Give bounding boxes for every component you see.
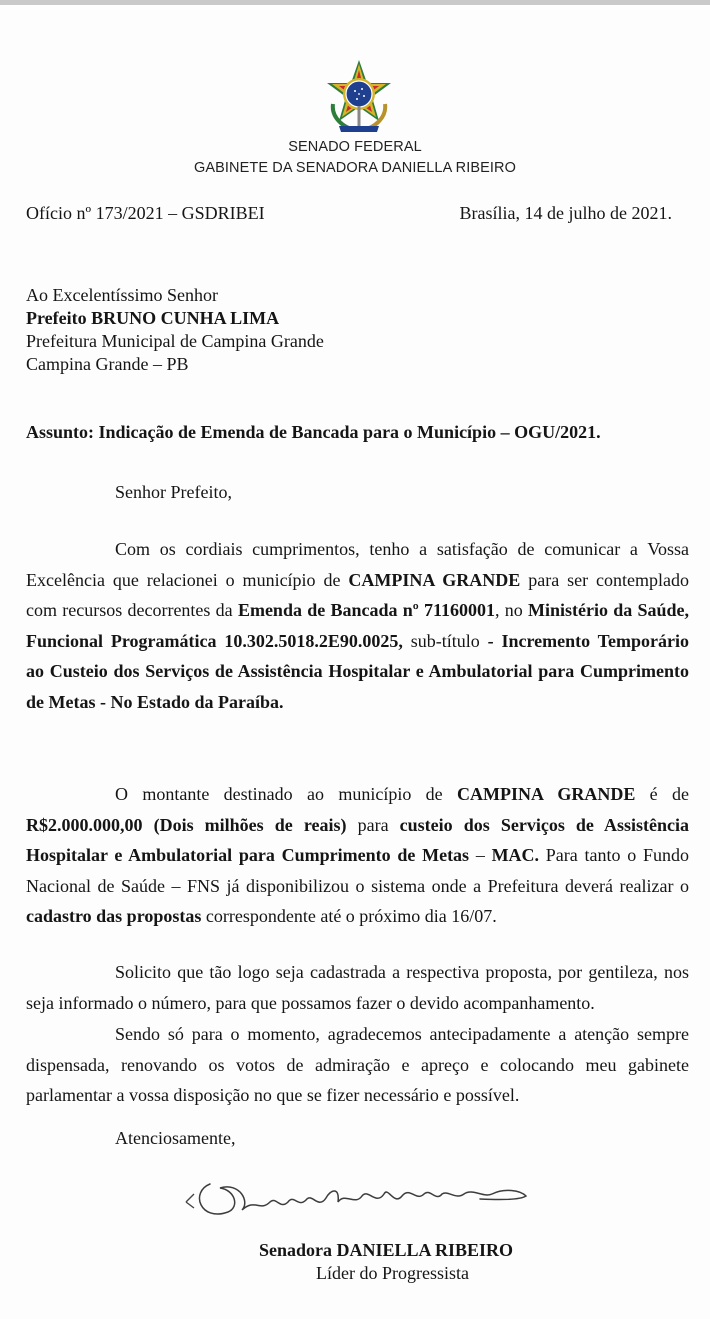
p2-municipio: CAMPINA GRANDE <box>457 784 636 804</box>
p2-text: correspondente até o próximo dia 16/07. <box>201 906 497 926</box>
recipient-name: Prefeito BRUNO CUNHA LIMA <box>26 308 280 328</box>
signer-name: Senadora DANIELLA RIBEIRO <box>259 1240 514 1260</box>
p1-text: para ser contemplado com recursos decorrentes da <box>26 569 690 620</box>
p2-custeio: custeio dos Serviços de Assistência Hospitalar e Ambulatorial para Cumprimento de Metas <box>26 814 689 865</box>
p2-text: para <box>346 814 400 835</box>
subject-line: Assunto: Indicação de Emenda de Bancada para o Município – OGU/2021. <box>26 422 601 442</box>
p2-cadastro: cadastro das propostas <box>26 906 202 926</box>
paragraph-3: Solicito que tão logo seja cadastrada a respectiva proposta, por gentileza, nos seja informado o número, para que possamos fazer o devido acompanhamento. <box>26 962 689 1013</box>
p2-text: é de <box>635 784 690 804</box>
p2-text: – <box>469 845 492 865</box>
p1-text: sub-título <box>402 630 488 651</box>
p1-emenda: Emenda de Bancada nº 71160001 <box>237 600 495 620</box>
recipient-salutation: Ao Excelentíssimo Senhor <box>26 285 218 305</box>
p1-text: , no <box>494 600 528 620</box>
p2-text: Para tanto o Fundo Nacional de Saúde – FNS já disponibilizou o sistema onde a Prefeitura deverá realizar o <box>26 845 689 896</box>
header-senado: SENADO FEDERAL <box>288 139 422 155</box>
signer-role: Líder do Progressista <box>316 1263 469 1283</box>
recipient-city: Campina Grande – PB <box>26 354 189 374</box>
greeting: Senhor Prefeito, <box>115 482 232 502</box>
recipient-org: Prefeitura Municipal de Campina Grande <box>26 331 324 351</box>
p1-funcional: Ministério da Saúde, Funcional Programática 10.302.5018.2E90.0025, <box>26 600 689 651</box>
header-gabinete: GABINETE DA SENADORA DANIELLA RIBEIRO <box>194 160 516 176</box>
p2-mac: MAC. <box>491 845 540 865</box>
top-edge <box>0 0 710 5</box>
closing: Atenciosamente, <box>115 1128 236 1148</box>
signature-icon <box>180 1172 550 1232</box>
p1-text: Com os cordiais cumprimentos, tenho a satisfação de comunicar a Vossa Excelência que relacionei o município de <box>26 539 689 590</box>
paragraph-4: Sendo só para o momento, agradecemos antecipadamente a atenção sempre dispensada, renovando os votos de admiração e apreço e colocando meu gabinete parlamentar a vossa disposição no que se fizer necessário e possível. <box>26 1024 689 1105</box>
coat-of-arms-icon <box>323 60 395 134</box>
p1-subtitulo: - Incremento Temporário ao Custeio dos Serviços de Assistência Hospitalar e Ambulatorial para Cumprimento de Metas - No Estado da Paraíba. <box>26 630 689 712</box>
paragraph-2 <box>26 779 689 932</box>
oficio-number: Ofício nº 173/2021 – GSDRIBEI <box>26 203 265 223</box>
p1-municipio: CAMPINA GRANDE <box>348 569 521 590</box>
p2-valor: R$2.000.000,00 (Dois milhões de reais) <box>26 814 347 835</box>
paragraph-1 <box>26 534 689 717</box>
letter-date: Brasília, 14 de julho de 2021. <box>459 203 672 223</box>
p2-text: O montante destinado ao município de <box>115 784 457 804</box>
